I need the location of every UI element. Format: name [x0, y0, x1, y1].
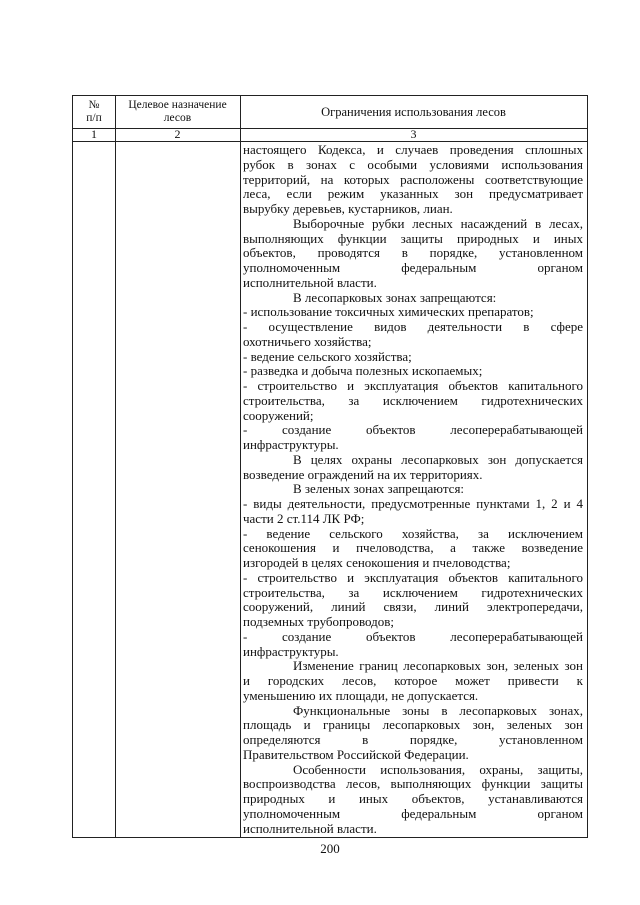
header-purpose-line: лесов — [163, 112, 192, 124]
text-line: территорий, на которых расположены соответствующие — [243, 172, 583, 187]
column-divider — [115, 96, 116, 837]
text-line: В лесопарковых зонах запрещаются: — [293, 289, 497, 305]
text-line: - разведка и добыча полезных ископаемых; — [243, 363, 483, 379]
text-line: строительства, за исключением гидротехнических — [243, 393, 583, 408]
text-line: Выборочные рубки лесных насаждений в лесах, — [293, 216, 583, 231]
text-line: сооружений, линий связи, линий электропередачи, — [243, 600, 583, 615]
text-line: сенокошения и пчеловодства, а также возведение — [243, 541, 583, 556]
text-line: возведение ограждений на их территориях. — [243, 466, 483, 482]
header-purpose-line: Целевое назначение — [128, 99, 227, 111]
text-line: инфраструктуры. — [243, 437, 339, 452]
header-restrictions: Ограничения использования лесов — [321, 105, 506, 119]
column-divider — [240, 96, 241, 837]
text-line: - использование токсичных химических препаратов; — [243, 304, 534, 320]
header-purpose — [115, 99, 240, 125]
text-line: сооружений; — [243, 407, 314, 423]
column-number-1: 1 — [91, 127, 97, 141]
text-line: уменьшению их площади, не допускается. — [243, 687, 479, 703]
forest-restrictions-table — [72, 95, 588, 838]
text-line: Правительством Российской Федерации. — [243, 746, 469, 762]
text-line: изгородей в целях сенокошения и пчеловодства; — [243, 555, 511, 570]
text-line: воспроизводства лесов, выполняющих функции защиты — [243, 777, 583, 792]
column-number-2: 2 — [174, 127, 181, 141]
text-line: уполномоченным федеральным органом — [243, 806, 583, 821]
text-line: строительства, за исключением гидротехнических — [243, 585, 583, 600]
text-line: - ведение сельского хозяйства, за исключением — [243, 526, 583, 541]
header-number-line: п/п — [86, 112, 102, 124]
column-number-3: 3 — [410, 127, 417, 141]
text-line: вырубку деревьев, кустарников, лиан. — [243, 201, 453, 216]
restrictions-text — [243, 143, 583, 836]
text-line: В зеленых зонах запрещаются: — [293, 481, 465, 497]
header-number-line: № — [88, 99, 100, 111]
text-line: рубок в зонах с особыми условиями использования — [243, 157, 583, 172]
text-line: исполнительной власти. — [243, 820, 377, 836]
text-line: В целях охраны лесопарковых зон допускается — [293, 452, 583, 467]
text-line: объектов, проводятся в порядке, установленном — [243, 246, 583, 261]
text-line: исполнительной власти. — [243, 274, 377, 290]
text-line: охотничьего хозяйства; — [243, 333, 372, 349]
text-line: Функциональные зоны в лесопарковых зонах, — [293, 703, 583, 718]
text-line: - строительство и эксплуатация объектов капитального — [243, 570, 583, 585]
header-number — [73, 99, 115, 125]
text-line: - строительство и эксплуатация объектов капитального — [243, 379, 583, 393]
text-line: Изменение границ лесопарковых зон, зеленых зон — [293, 659, 583, 674]
text-line: - виды деятельности, предусмотренные пунктами 1, 2 и 4 — [243, 497, 583, 511]
row-divider — [73, 141, 587, 142]
text-line: природных и иных объектов, устанавливаются — [243, 792, 583, 806]
text-line: части 2 ст.114 ЛК РФ; — [243, 510, 365, 526]
text-line: Особенности использования, охраны, защиты, — [293, 762, 583, 777]
page-number: 200 — [320, 841, 340, 856]
text-line: настоящего Кодекса, и случаев проведения сплошных — [243, 143, 583, 157]
text-line: выполняющих функции защиты природных и иных — [243, 231, 583, 246]
text-line: инфраструктуры. — [243, 643, 339, 659]
text-line: - создание объектов лесоперерабатывающей — [243, 423, 583, 438]
text-line: и городских лесов, которое может привести к — [243, 674, 583, 688]
text-line: - ведение сельского хозяйства; — [243, 348, 412, 364]
text-line: - осуществление видов деятельности в сфере — [243, 320, 583, 334]
text-line: - создание объектов лесоперерабатывающей — [243, 629, 583, 644]
text-line: подземных трубопроводов; — [243, 614, 395, 629]
text-line: определяются в порядке, установленном — [243, 733, 583, 747]
text-line: леса, если режим указанных зон предусматривает — [243, 187, 583, 202]
text-line: уполномоченным федеральным органом — [243, 261, 583, 275]
text-line: площадь и границы лесопарковых зон, зеленых зон — [243, 718, 583, 733]
